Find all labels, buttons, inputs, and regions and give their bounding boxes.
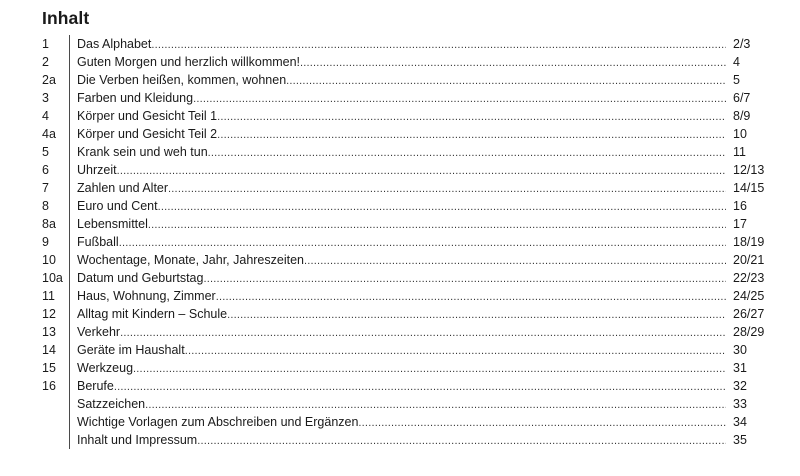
toc-entry-title: Guten Morgen und herzlich willkommen! xyxy=(77,55,301,69)
toc-entry xyxy=(0,143,800,161)
toc-entry-number: 13 xyxy=(42,325,56,339)
toc-entry-line xyxy=(77,341,726,359)
toc-entry xyxy=(0,125,800,143)
toc-entry-number: 6 xyxy=(42,163,49,177)
toc-entry xyxy=(0,161,800,179)
toc-entry-title: Das Alphabet xyxy=(77,37,152,51)
toc-divider xyxy=(69,395,70,413)
toc-entry-page: 30 xyxy=(733,343,747,357)
toc-entry xyxy=(0,431,800,449)
toc-entry-line xyxy=(77,251,726,269)
toc-divider xyxy=(69,125,70,143)
toc-entry-page: 8/9 xyxy=(733,109,751,123)
toc-entry-page: 24/25 xyxy=(733,289,765,303)
toc-divider xyxy=(69,143,70,161)
toc-dot-leader xyxy=(114,378,726,395)
toc-entry-title: Haus, Wohnung, Zimmer xyxy=(77,289,216,303)
toc-entry-title: Datum und Geburtstag xyxy=(77,271,204,285)
toc-entry-line xyxy=(77,35,726,53)
toc-entry-number: 2 xyxy=(42,55,49,69)
toc-entry-line xyxy=(77,395,726,413)
toc-dot-leader xyxy=(227,306,726,323)
page-title: Inhalt xyxy=(42,8,90,28)
toc-dot-leader xyxy=(133,360,726,377)
toc-entry-number: 5 xyxy=(42,145,49,159)
toc-entry-title: Geräte im Haushalt xyxy=(77,343,185,357)
toc-dot-leader xyxy=(358,414,726,431)
toc-dot-leader xyxy=(158,198,726,215)
toc-entry xyxy=(0,341,800,359)
toc-entry-line xyxy=(77,53,726,71)
toc-entry-page: 34 xyxy=(733,415,747,429)
toc-entry-title: Krank sein und weh tun xyxy=(77,145,208,159)
toc-entry xyxy=(0,53,800,71)
toc-entry-title: Zahlen und Alter xyxy=(77,181,169,195)
toc-dot-leader xyxy=(148,216,726,233)
toc-divider xyxy=(69,413,70,431)
toc-divider xyxy=(69,161,70,179)
toc-entry-number: 14 xyxy=(42,343,56,357)
toc-entry-title: Wochentage, Monate, Jahr, Jahreszeiten xyxy=(77,253,304,267)
toc-entry-page: 33 xyxy=(733,397,747,411)
toc-entry-line xyxy=(77,161,726,179)
toc-entry-title: Inhalt und Impressum xyxy=(77,433,198,447)
toc-entry-page: 22/23 xyxy=(733,271,765,285)
toc-entry-line xyxy=(77,125,726,143)
toc-divider xyxy=(69,431,70,449)
toc-entry xyxy=(0,215,800,233)
toc-divider xyxy=(69,35,70,53)
toc-entry-number: 9 xyxy=(42,235,49,249)
toc-entry-line xyxy=(77,233,726,251)
toc-divider xyxy=(69,71,70,89)
toc-entry-line xyxy=(77,89,726,107)
toc-entry-title: Alltag mit Kindern – Schule xyxy=(77,307,228,321)
toc-entry xyxy=(0,89,800,107)
toc-dot-leader xyxy=(217,126,726,143)
toc-entry xyxy=(0,377,800,395)
toc-entry-title: Uhrzeit xyxy=(77,163,117,177)
toc-dot-leader xyxy=(117,162,726,179)
toc-divider xyxy=(69,377,70,395)
toc-entry-page: 6/7 xyxy=(733,91,751,105)
toc-entry-page: 31 xyxy=(733,361,747,375)
toc-entry-page: 17 xyxy=(733,217,747,231)
toc-entry-line xyxy=(77,377,726,395)
table-of-contents xyxy=(0,35,800,449)
toc-dot-leader xyxy=(286,72,726,89)
toc-entry xyxy=(0,107,800,125)
toc-entry xyxy=(0,197,800,215)
toc-entry-page: 18/19 xyxy=(733,235,765,249)
toc-entry-page: 14/15 xyxy=(733,181,765,195)
toc-entry-page: 2/3 xyxy=(733,37,751,51)
toc-entry-number: 16 xyxy=(42,379,56,393)
toc-entry-number: 10 xyxy=(42,253,56,267)
toc-entry xyxy=(0,71,800,89)
toc-entry-line xyxy=(77,269,726,287)
toc-entry-number: 11 xyxy=(42,289,55,303)
toc-entry xyxy=(0,35,800,53)
toc-entry-page: 32 xyxy=(733,379,747,393)
toc-entry xyxy=(0,233,800,251)
toc-entry-number: 1 xyxy=(42,37,49,51)
toc-entry xyxy=(0,251,800,269)
toc-entry xyxy=(0,179,800,197)
toc-entry-page: 11 xyxy=(733,145,746,159)
toc-entry-line xyxy=(77,323,726,341)
toc-entry-number: 4a xyxy=(42,127,56,141)
toc-entry-page: 10 xyxy=(733,127,747,141)
toc-entry-line xyxy=(77,431,726,449)
toc-divider xyxy=(69,287,70,305)
toc-entry-page: 5 xyxy=(733,73,740,87)
toc-entry-number: 8 xyxy=(42,199,49,213)
toc-entry-line xyxy=(77,143,726,161)
toc-dot-leader xyxy=(185,342,726,359)
toc-entry-number: 3 xyxy=(42,91,49,105)
toc-divider xyxy=(69,323,70,341)
toc-entry-title: Lebensmittel xyxy=(77,217,148,231)
toc-divider xyxy=(69,305,70,323)
toc-entry-title: Wichtige Vorlagen zum Abschreiben und Ergänzen xyxy=(77,415,359,429)
toc-entry-line xyxy=(77,305,726,323)
toc-entry-number: 2a xyxy=(42,73,56,87)
toc-divider xyxy=(69,179,70,197)
toc-divider xyxy=(69,233,70,251)
toc-entry xyxy=(0,395,800,413)
toc-entry-title: Farben und Kleidung xyxy=(77,91,194,105)
toc-entry-title: Verkehr xyxy=(77,325,121,339)
toc-entry-number: 7 xyxy=(42,181,49,195)
toc-entry-number: 8a xyxy=(42,217,56,231)
toc-dot-leader xyxy=(208,144,726,161)
toc-entry-page: 26/27 xyxy=(733,307,765,321)
toc-dot-leader xyxy=(304,252,726,269)
toc-divider xyxy=(69,53,70,71)
toc-entry-page: 16 xyxy=(733,199,747,213)
toc-dot-leader xyxy=(197,432,726,449)
toc-dot-leader xyxy=(217,108,726,125)
toc-entry-page: 4 xyxy=(733,55,740,69)
toc-entry xyxy=(0,287,800,305)
toc-entry-line xyxy=(77,71,726,89)
toc-entry-line xyxy=(77,107,726,125)
toc-entry xyxy=(0,323,800,341)
toc-entry xyxy=(0,413,800,431)
toc-entry xyxy=(0,269,800,287)
toc-entry-number: 10a xyxy=(42,271,63,285)
toc-divider xyxy=(69,107,70,125)
toc-entry-title: Berufe xyxy=(77,379,114,393)
toc-dot-leader xyxy=(168,180,726,197)
toc-divider xyxy=(69,341,70,359)
toc-entry-title: Satzzeichen xyxy=(77,397,146,411)
toc-entry-title: Euro und Cent xyxy=(77,199,158,213)
toc-entry-line xyxy=(77,215,726,233)
toc-entry-number: 12 xyxy=(42,307,56,321)
toc-entry-number: 4 xyxy=(42,109,49,123)
toc-entry-title: Die Verben heißen, kommen, wohnen xyxy=(77,73,287,87)
toc-dot-leader xyxy=(151,36,726,53)
toc-entry-page: 28/29 xyxy=(733,325,765,339)
toc-divider xyxy=(69,251,70,269)
toc-divider xyxy=(69,215,70,233)
toc-entry-line xyxy=(77,413,726,431)
toc-dot-leader xyxy=(193,90,726,107)
toc-dot-leader xyxy=(300,54,726,71)
toc-dot-leader xyxy=(203,270,726,287)
toc-dot-leader xyxy=(119,234,726,251)
toc-entry-line xyxy=(77,287,726,305)
toc-dot-leader xyxy=(120,324,726,341)
toc-entry-line xyxy=(77,359,726,377)
toc-entry xyxy=(0,359,800,377)
toc-entry-page: 12/13 xyxy=(733,163,765,177)
toc-divider xyxy=(69,89,70,107)
toc-divider xyxy=(69,197,70,215)
toc-dot-leader xyxy=(145,396,726,413)
toc-entry-title: Werkzeug xyxy=(77,361,134,375)
toc-divider xyxy=(69,359,70,377)
toc-entry-title: Fußball xyxy=(77,235,119,249)
toc-entry-number: 15 xyxy=(42,361,56,375)
toc-divider xyxy=(69,269,70,287)
toc-entry xyxy=(0,305,800,323)
toc-entry-page: 20/21 xyxy=(733,253,765,267)
toc-entry-line xyxy=(77,197,726,215)
toc-dot-leader xyxy=(216,288,726,305)
toc-entry-line xyxy=(77,179,726,197)
toc-entry-title: Körper und Gesicht Teil 1 xyxy=(77,109,218,123)
toc-entry-page: 35 xyxy=(733,433,747,447)
toc-entry-title: Körper und Gesicht Teil 2 xyxy=(77,127,218,141)
